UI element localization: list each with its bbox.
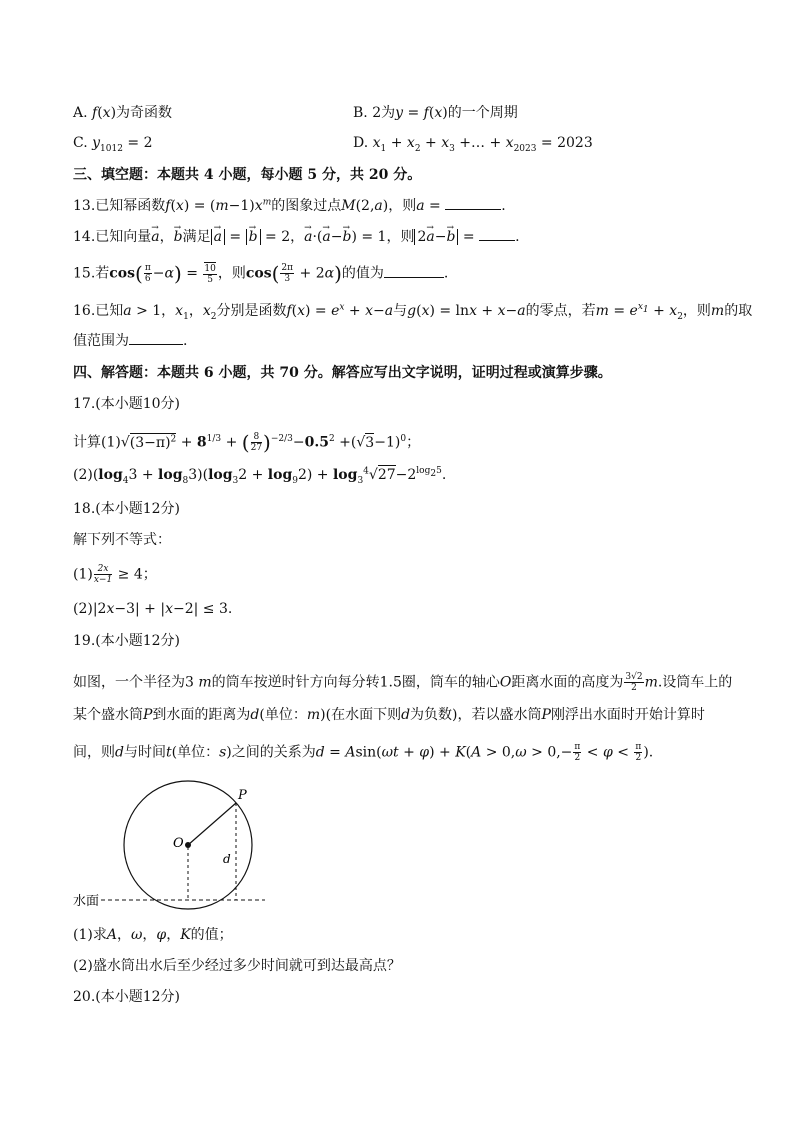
q19-head: 19.(本小题12分) [73, 633, 181, 649]
q18-head: 18.(本小题12分) [73, 501, 181, 517]
label-water: 水面 [73, 894, 100, 909]
label-p: P [238, 788, 247, 803]
option-b: B. 2为y = f(x)的一个周期 [353, 105, 518, 121]
q15: 15.若cos( $\frac{\pi}{6}$ −α) = $\frac{10}{5}$ ，则cos( $\frac{2\pi}{3}$ + 2α)的值为 . [73, 261, 449, 286]
label-d: d [223, 852, 231, 866]
q19-line3: 间，则d与时间t(单位：s)之间的关系为d = Asin(ωt + φ) + K(A > 0,ω > 0,− $\frac{\pi}{2}$ < φ < $\frac{\pi}{2}$ ). [73, 742, 654, 763]
option-a: A. f(x)为奇函数 [73, 105, 173, 121]
q18-part1: (1) $\frac{2x}{x-1}$ ≥ 4； [73, 564, 157, 585]
section4-title: 四、解答题：本题共 6 小题，共 70 分。解答应写出文字说明，证明过程或演算步骤。 [73, 365, 612, 381]
q20-head: 20.(本小题12分) [73, 989, 181, 1005]
label-o: O [173, 836, 184, 851]
q18-part2: (2)|2x−3| + |x−2| ≤ 3. [73, 601, 233, 617]
q18-intro: 解下列不等式： [73, 532, 171, 548]
section3-title: 三、填空题：本题共 4 小题，每小题 5 分，共 20 分。 [73, 167, 422, 183]
q19-part2: (2)盛水筒出水后至少经过多少时间就可到达最高点？ [73, 958, 401, 974]
q16-line2: 值范围为 . [73, 333, 188, 349]
q16-line1: 16.已知a > 1，$x_1$，$x_2$分别是函数$f(x) = e^x + x-a$与g(x) = lnx + x−a的零点，若$m = e^{x_1} + x_2$，则m的取 [73, 302, 753, 322]
q19-line1: 如图，一个半径为3 m的筒车按逆时针方向每分转1.5圈，筒车的轴心O距离水面的高度为 $\frac{3√2}{2}$ m.设筒车上的 [73, 672, 733, 693]
q17-part2: $(2)(\log_43 + \log_83)(\log_32 + \log_92) + \log_3^4√27-2^{log_25}$. [73, 466, 447, 486]
q19-line2: 某个盛水筒P到水面的距离为d(单位：m)(在水面下则d为负数)，若以盛水筒P刚浮出水面时开始计算时 [73, 707, 705, 723]
q14: 14.已知向量→ a，→ b满足→ a = → b = 2，→ a·(→ a−→ b) = 1，则 2→ a−→ b = . [73, 228, 520, 246]
q13: 13.已知幂函数$f(x) = (m-1)x^m$的图象过点M(2,a)，则a = . [73, 197, 506, 214]
option-c: C. $y_{1012} = 2$ [73, 135, 153, 154]
option-d: D. $x_1 + x_2 + x_3$ +… + $x_{2023} = 2023$ [353, 135, 593, 154]
q17-head: 17.(本小题10分) [73, 396, 181, 412]
waterwheel-figure [73, 775, 273, 910]
radius-line [188, 803, 236, 845]
q19-part1: (1)求A，ω，φ，K的值； [73, 927, 233, 943]
q17-part1: 计算$(1)√(3-\pi)^2 + 8^{1/3}$ + ( $\frac{8}{27}$ )$^{-2/3}-0.5^2 +(√3-1)^0$； [73, 430, 421, 455]
